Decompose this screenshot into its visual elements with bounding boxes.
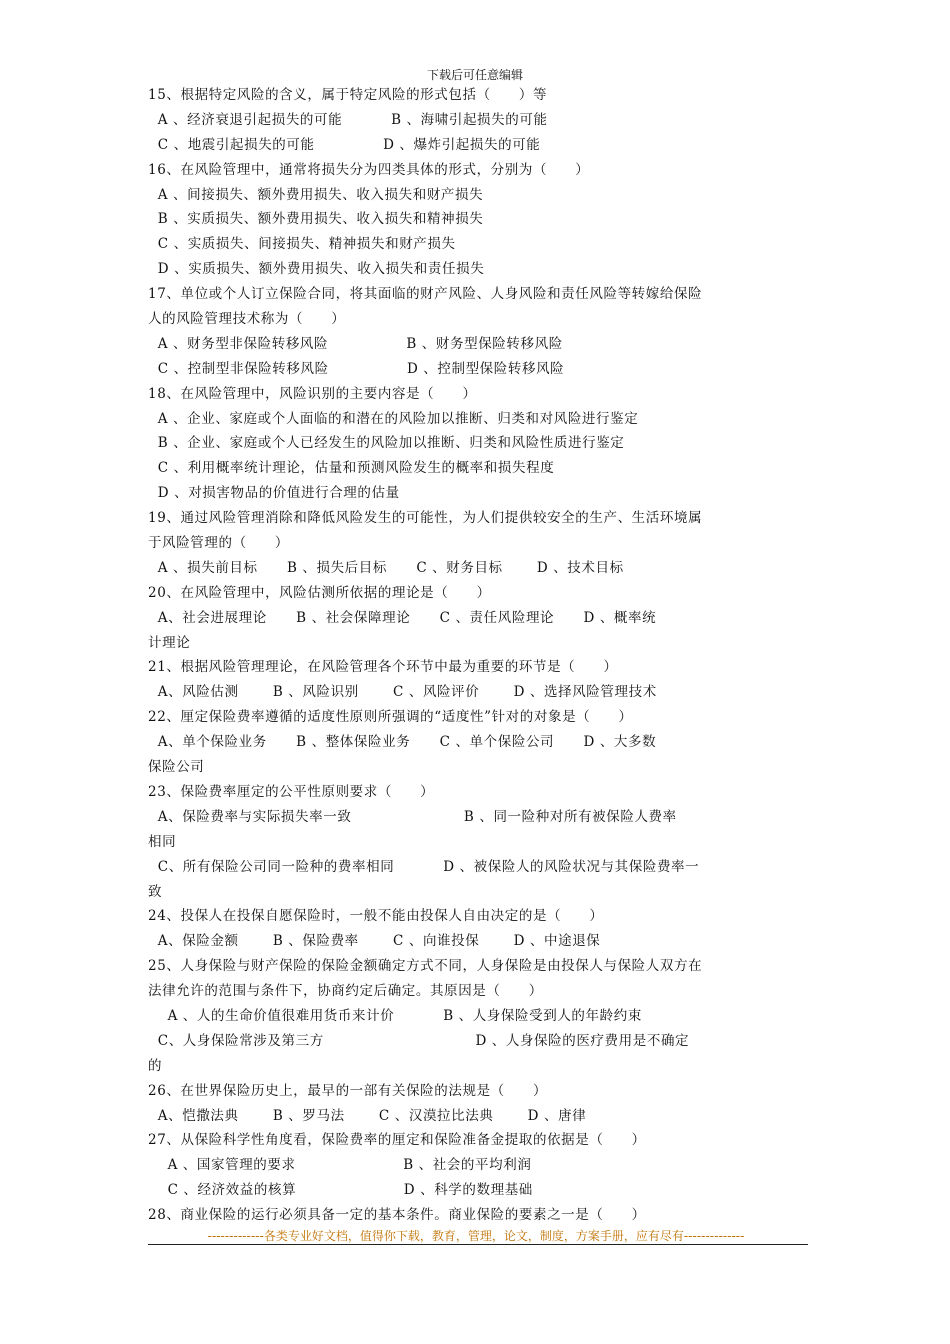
question-line: 23、保险费率厘定的公平性原则要求（ ）	[148, 783, 435, 800]
option-line: C、人身保险常涉及第三方 D 、人身保险的医疗费用是不确定	[148, 1032, 690, 1049]
option-line: D 、实质损失、额外费用损失、收入损失和责任损失	[148, 261, 485, 278]
question-line: 20、在风险管理中，风险估测所依据的理论是（ ）	[148, 584, 491, 601]
option-line: A 、国家管理的要求 B 、社会的平均利润	[148, 1157, 532, 1174]
question-line: 17、单位或个人订立保险合同，将其面临的财产风险、人身风险和责任风险等转嫁给保险	[148, 286, 703, 303]
question-line: 25、人身保险与财产保险的保险金额确定方式不同，人身保险是由投保人与保险人双方在	[148, 958, 703, 975]
page-header: 下载后可任意编辑	[426, 68, 523, 82]
option-line: A 、财务型非保险转移风险 B 、财务型保险转移风险	[148, 335, 563, 352]
question-line: 15、根据特定风险的含义，属于特定风险的形式包括（ ）等	[148, 87, 548, 103]
option-line: D 、对损害物品的价值进行合理的估量	[148, 485, 400, 502]
option-line: A、社会进展理论 B 、社会保障理论 C 、责任风险理论 D 、概率统	[148, 609, 657, 626]
question-line: 保险公司	[148, 759, 205, 776]
question-line: 27、从保险科学性角度看，保险费率的厘定和保险准备金提取的依据是（ ）	[148, 1132, 646, 1149]
question-line: 24、投保人在投保自愿保险时，一般不能由投保人自由决定的是（ ）	[148, 908, 604, 925]
option-line: C 、利用概率统计理论，估量和预测风险发生的概率和损失程度	[148, 460, 555, 477]
question-line: 相同	[148, 833, 177, 850]
option-line: C 、地震引起损失的可能 D 、爆炸引起损失的可能	[148, 136, 541, 153]
question-line: 28、商业保险的运行必须具备一定的基本条件。商业保险的要素之一是（ ）	[148, 1207, 646, 1224]
option-line: C 、经济效益的核算 D 、科学的数理基础	[148, 1182, 533, 1199]
option-line: C 、控制型非保险转移风险 D 、控制型保险转移风险	[148, 360, 565, 377]
option-line: A 、企业、家庭或个人面临的和潜在的风险加以推断、归类和对风险进行鉴定	[148, 410, 639, 427]
option-line: C、所有保险公司同一险种的费率相同 D 、被保险人的风险状况与其保险费率一	[148, 858, 700, 875]
question-line: 于风险管理的（ ）	[148, 535, 289, 552]
option-line: A 、间接损失、额外费用损失、收入损失和财产损失	[148, 186, 484, 203]
option-line: A、保险费率与实际损失率一致 B 、同一险种对所有被保险人费率	[148, 808, 677, 825]
option-line: C 、实质损失、间接损失、精神损失和财产损失	[148, 236, 456, 253]
question-line: 人的风险管理技术称为（ ）	[148, 311, 346, 328]
option-line: A、单个保险业务 B 、整体保险业务 C 、单个保险公司 D 、大多数	[148, 734, 657, 751]
question-line: 19、通过风险管理消除和降低风险发生的可能性，为人们提供较安全的生产、生活环境属	[148, 510, 703, 527]
document-body	[148, 83, 808, 1228]
question-line: 计理论	[148, 634, 191, 651]
option-line: A、风险估测 B 、风险识别 C 、风险评价 D 、选择风险管理技术	[148, 684, 657, 701]
question-line: 26、在世界保险历史上，最早的一部有关保险的法规是（ ）	[148, 1082, 548, 1099]
question-line: 法律允许的范围与条件下，协商约定后确定。其原因是（ ）	[148, 983, 543, 1000]
option-line: A 、经济衰退引起损失的可能 B 、海啸引起损失的可能	[148, 111, 548, 128]
question-line: 21、根据风险管理理论，在风险管理各个环节中最为重要的环节是（ ）	[148, 659, 618, 676]
option-line: B 、实质损失、额外费用损失、收入损失和精神损失	[148, 211, 484, 228]
option-line: A 、损失前目标 B 、损失后目标 C 、财务目标 D 、技术目标	[148, 559, 624, 576]
question-line: 16、在风险管理中，通常将损失分为四类具体的形式，分别为（ ）	[148, 161, 590, 178]
option-line: A 、人的生命价值很难用货币来计价 B 、人身保险受到人的年龄约束	[148, 1007, 642, 1024]
question-line: 的	[148, 1057, 163, 1074]
question-line: 致	[148, 883, 163, 900]
footer-banner: -------------各类专业好文档，值得你下载，教育，管理，论文，制度，方案手册，应有尽有--------------	[207, 1229, 745, 1243]
question-line: 22、厘定保险费率遵循的适度性原则所强调的“适度性”针对的对象是（ ）	[148, 709, 633, 726]
option-line: A、恺撒法典 B 、罗马法 C 、汉漠拉比法典 D 、唐律	[148, 1107, 587, 1124]
option-line: B 、企业、家庭或个人已经发生的风险加以推断、归类和风险性质进行鉴定	[148, 435, 625, 452]
option-line: A、保险金额 B 、保险费率 C 、向谁投保 D 、中途退保	[148, 933, 601, 950]
footer-rule	[148, 1244, 808, 1245]
question-line: 18、在风险管理中，风险识别的主要内容是（ ）	[148, 385, 477, 402]
